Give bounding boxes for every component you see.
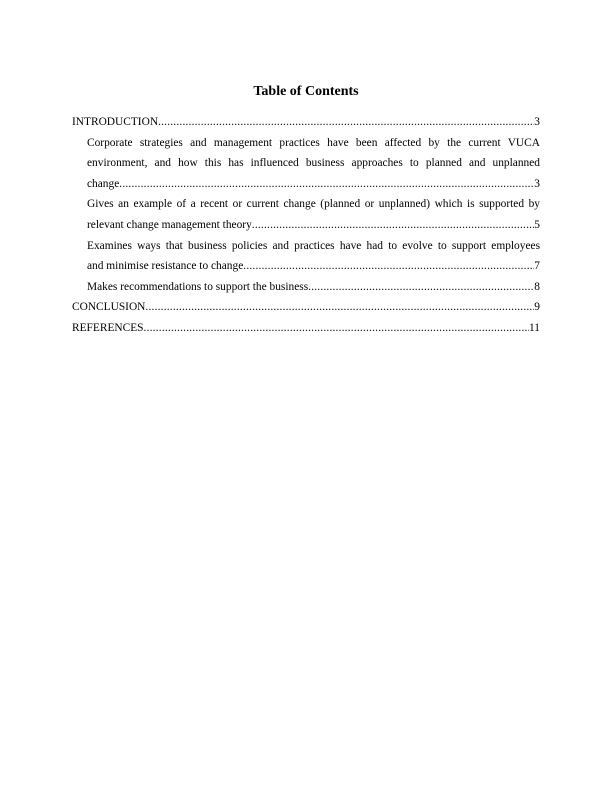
toc-entry-line (87, 256, 540, 277)
dot-leader (144, 318, 530, 339)
toc-page-number: 7 (534, 260, 540, 273)
toc-entry-line (72, 297, 540, 318)
table-of-contents (72, 112, 540, 339)
toc-entry-corporate-strategies[interactable] (72, 133, 540, 195)
toc-entry-label: REFERENCES (72, 321, 144, 334)
toc-entry-line (87, 174, 540, 195)
toc-entry-line (87, 215, 540, 236)
toc-entry-line (87, 277, 540, 298)
toc-entry-line (72, 318, 540, 339)
toc-entry-conclusion[interactable] (72, 297, 540, 318)
toc-entry-label: Makes recommendations to support the business (87, 280, 309, 293)
toc-page-number: 9 (534, 301, 540, 314)
toc-entry-label: and minimise resistance to change (87, 260, 244, 273)
toc-entry-recommendations[interactable] (72, 277, 540, 298)
dot-leader (308, 277, 534, 298)
toc-entry-text-line: Examines ways that business policies and practices have had to evolve to support employees (87, 239, 540, 252)
dot-leader (119, 174, 534, 195)
dot-leader (243, 256, 534, 277)
toc-entry-label: INTRODUCTION (72, 116, 159, 128)
toc-page-number: 11 (529, 321, 540, 334)
toc-entry-text-line: Gives an example of a recent or current change (planned or unplanned) which is supported by (87, 198, 540, 211)
toc-page-number: 3 (534, 116, 540, 128)
toc-entry-label: change (87, 177, 120, 190)
dot-leader (158, 112, 534, 133)
toc-entry-policies-practices[interactable] (72, 236, 540, 277)
toc-entry-references[interactable] (72, 318, 540, 339)
toc-page-number: 5 (534, 218, 540, 231)
toc-entry-text-line: Corporate strategies and management practices have been affected by the current VUCA (87, 136, 540, 149)
dot-leader (252, 215, 535, 236)
toc-page-number: 8 (534, 280, 540, 293)
toc-page-number: 3 (534, 177, 540, 190)
toc-entry-change-example[interactable] (72, 194, 540, 235)
toc-title: Table of Contents (253, 84, 359, 99)
toc-entry-label: relevant change management theory (87, 218, 252, 231)
toc-entry-label: CONCLUSION (72, 301, 146, 314)
dot-leader (145, 297, 534, 318)
toc-entry-text-line: environment, and how this has influenced business approaches to planned and unplanned (87, 157, 540, 170)
toc-entry-introduction[interactable] (72, 112, 540, 133)
toc-entry-line (72, 112, 540, 133)
